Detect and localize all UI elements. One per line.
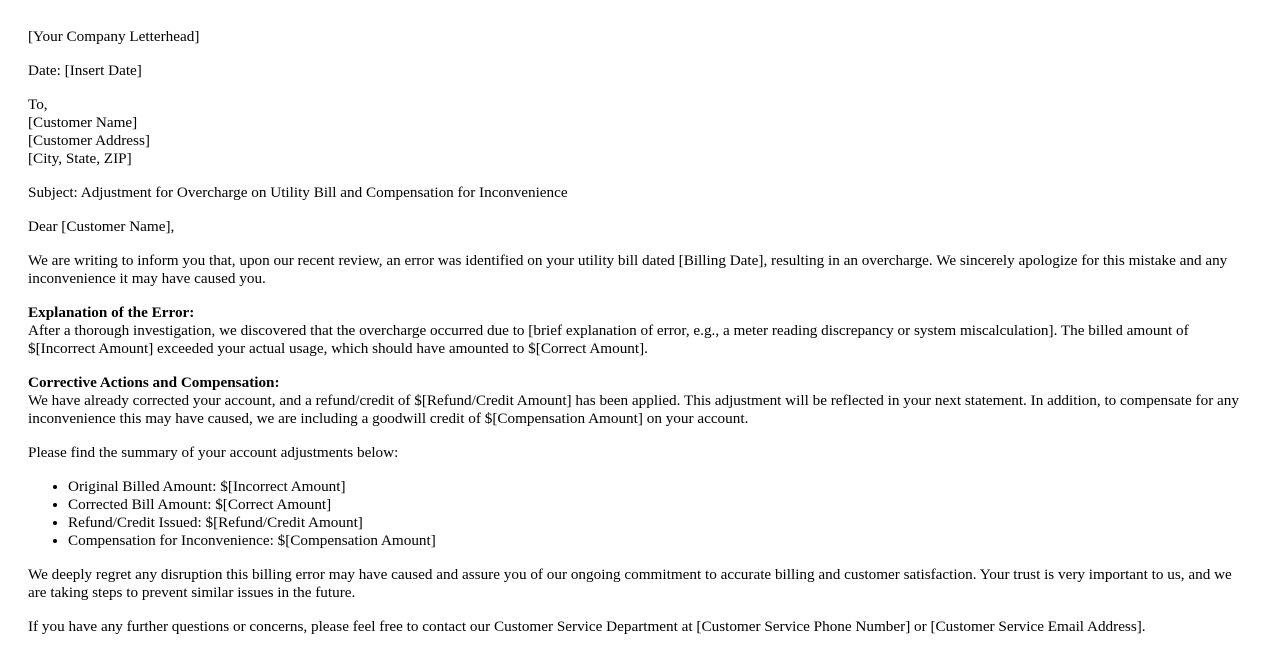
summary-item-refund: • Refund/Credit Issued: $[Refund/Credit Amount] — [68, 514, 1250, 532]
subject-line: Subject: Adjustment for Overcharge on Utility Bill and Compensation for Inconvenience — [28, 184, 568, 201]
recipient-name: [Customer Name] — [28, 114, 138, 131]
explanation-body: After a thorough investigation, we discovered that the overcharge occurred due to [brief explanation of error, e.g., a meter reading discrepancy or system miscalculation]. The billed amount of $[Incorrect Amount] exceeded your actual usage, which should have amounted to $[Correct Amount]. — [28, 322, 1189, 357]
recipient-block — [28, 96, 1250, 168]
letterhead: [Your Company Letterhead] — [28, 28, 200, 45]
salutation: Dear [Customer Name], — [28, 218, 175, 235]
corrective-heading: Corrective Actions and Compensation: — [28, 374, 280, 391]
summary-intro: Please find the summary of your account adjustments below: — [28, 444, 399, 461]
intro-paragraph: We are writing to inform you that, upon our recent review, an error was identified on your utility bill dated [Billing Date], resulting in an overcharge. We sincerely apologize for this mistake and any inconvenience it may have caused you. — [28, 252, 1228, 287]
summary-list — [28, 478, 1250, 550]
explanation-section — [28, 304, 1250, 358]
corrective-section — [28, 374, 1250, 428]
recipient-address: [Customer Address] — [28, 132, 150, 149]
corrective-body: We have already corrected your account, and a refund/credit of $[Refund/Credit Amount] has been applied. This adjustment will be reflected in your next statement. In addition, to compensate for any inconvenience this may have caused, we are including a goodwill credit of $[Compensation Amount] on your account. — [28, 392, 1239, 427]
letter-document — [28, 28, 1250, 652]
contact-paragraph: If you have any further questions or concerns, please feel free to contact our Customer Service Department at [Customer Service Phone Number] or [Customer Service Email Address]. — [28, 618, 1146, 635]
explanation-heading: Explanation of the Error: — [28, 304, 195, 321]
summary-item-compensation: • Compensation for Inconvenience: $[Compensation Amount] — [68, 532, 1250, 550]
date-line: Date: [Insert Date] — [28, 62, 142, 79]
recipient-to: To, — [28, 96, 48, 113]
summary-item-original: • Original Billed Amount: $[Incorrect Amount] — [68, 478, 1250, 496]
recipient-city: [City, State, ZIP] — [28, 150, 132, 167]
regret-paragraph: We deeply regret any disruption this billing error may have caused and assure you of our ongoing commitment to accurate billing and customer satisfaction. Your trust is very important to us, and we are taking steps to prevent similar issues in the future. — [28, 566, 1232, 601]
summary-item-corrected: • Corrected Bill Amount: $[Correct Amount] — [68, 496, 1250, 514]
